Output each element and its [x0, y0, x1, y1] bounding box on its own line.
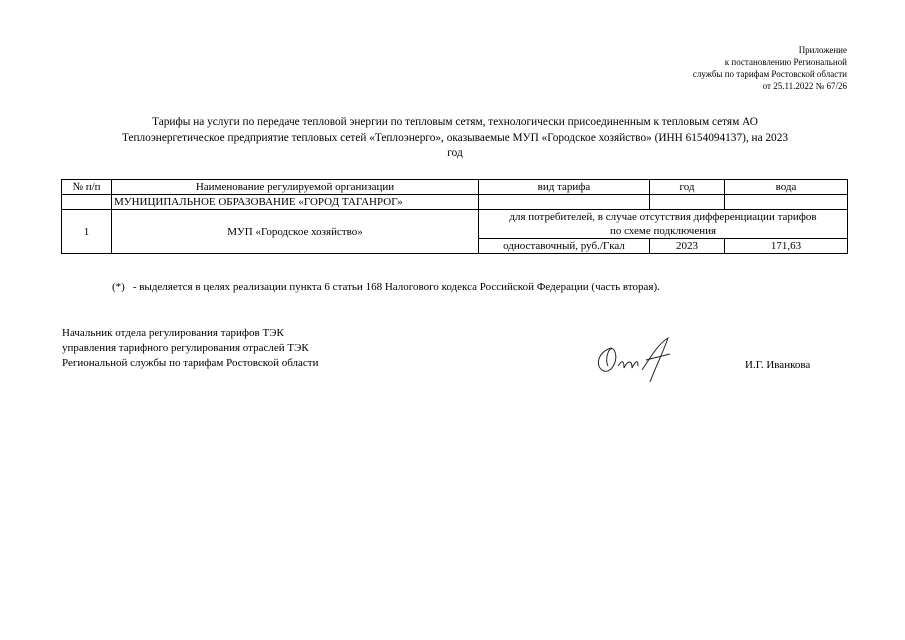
signer-position [62, 326, 319, 371]
footnote-mark: (*) [112, 281, 125, 293]
footnote [112, 280, 660, 294]
header-tariff-type: вид тарифа [479, 180, 650, 195]
year-cell: 2023 [650, 239, 725, 254]
signer-line: Начальник отдела регулирования тарифов ТЭК [62, 327, 284, 339]
appendix-block [587, 44, 847, 92]
empty-cell [479, 195, 650, 210]
tariff-table [61, 179, 848, 254]
title-line: год [447, 147, 463, 159]
consumers-cell [479, 210, 848, 239]
footnote-text: - выделяется в целях реализации пункта 6 статьи 168 Налогового кодекса Российской Федерации (часть вторая). [132, 281, 660, 293]
row-num-cell: 1 [62, 210, 112, 254]
title-line: Тарифы на услуги по передаче тепловой энергии по тепловым сетям, технологически присоединенным к тепловым сетям АО [152, 116, 758, 128]
signer-line: управления тарифного регулирования отраслей ТЭК [62, 342, 309, 354]
municipality-cell: МУНИЦИПАЛЬНОЕ ОБРАЗОВАНИЕ «ГОРОД ТАГАНРОГ» [112, 195, 479, 210]
document-title [60, 115, 850, 162]
title-line: Теплоэнергетическое предприятие тепловых сетей «Теплоэнерго», оказываемые МУП «Городское хозяйство» (ИНН 6154094137), на 2023 [122, 131, 788, 144]
empty-cell [725, 195, 848, 210]
consumers-line: по схеме подключения [609, 225, 717, 237]
table-row [62, 195, 848, 210]
table-row [62, 210, 848, 239]
consumers-line: для потребителей, в случае отсутствия дифференциации тарифов [509, 211, 817, 223]
handwritten-signature-icon [592, 330, 682, 390]
header-num: № п/п [62, 180, 112, 195]
water-value-cell: 171,63 [725, 239, 848, 254]
header-org: Наименование регулируемой организации [112, 180, 479, 195]
appendix-line: к постановлению Региональной [724, 57, 847, 67]
signer-line: Региональной службы по тарифам Ростовской области [62, 357, 319, 369]
signer-name: И.Г. Иванкова [745, 359, 811, 371]
header-year: год [650, 180, 725, 195]
header-water: вода [725, 180, 848, 195]
empty-cell [62, 195, 112, 210]
row-org-cell: МУП «Городское хозяйство» [112, 210, 479, 254]
tariff-type-cell: одноставочный, руб./Гкал [479, 239, 650, 254]
table-header-row [62, 180, 848, 195]
appendix-line: Приложение [798, 45, 847, 55]
appendix-line: службы по тарифам Ростовской области [692, 69, 847, 79]
empty-cell [650, 195, 725, 210]
appendix-date-line: от 25.11.2022 № 67/26 [762, 81, 847, 91]
